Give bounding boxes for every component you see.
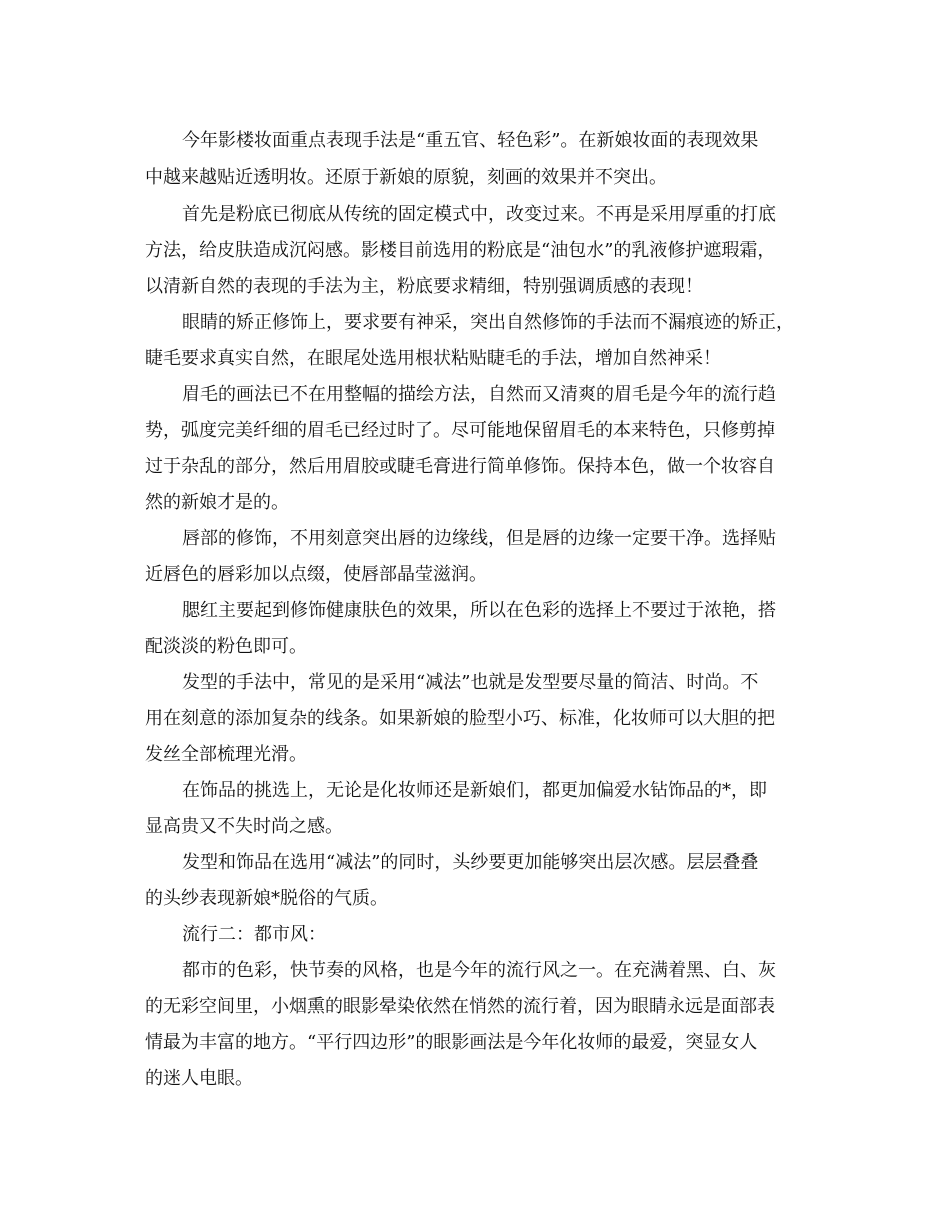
paragraph-line: 然的新娘才是的。 (145, 492, 289, 513)
paragraph-line: 势，弧度完美纤细的眉毛已经过时了。尽可能地保留眉毛的本来特色，只修剪掉 (145, 420, 775, 441)
paragraph-line: 的无彩空间里，小烟熏的眼影晕染依然在悄然的流行着，因为眼睛永远是面部表 (145, 996, 775, 1017)
paragraph-line: 发型的手法中，常见的是采用“减法”也就是发型要尽量的简洁、时尚。不 (182, 672, 759, 693)
paragraph-line: 显高贵又不失时尚之感。 (145, 816, 343, 837)
paragraph-line: 眉毛的画法已不在用整幅的描绘方法，自然而又清爽的眉毛是今年的流行趋 (182, 384, 776, 405)
paragraph-line: 的迷人电眼。 (145, 1068, 253, 1089)
section-heading: 流行二：都市风： (182, 924, 326, 945)
paragraph-line: 睫毛要求真实自然，在眼尾处选用根状粘贴睫毛的手法，增加自然神采！ (145, 348, 721, 369)
paragraph-line: 眼睛的矫正修饰上，要求要有神采，突出自然修饰的手法而不漏痕迹的矫正， (182, 312, 794, 333)
paragraph-line: 用在刻意的添加复杂的线条。如果新娘的脸型小巧、标准，化妆师可以大胆的把 (145, 708, 775, 729)
paragraph-line: 发丝全部梳理光滑。 (145, 744, 307, 765)
paragraph-line: 今年影楼妆面重点表现手法是“重五官、轻色彩”。在新娘妆面的表现效果 (182, 130, 759, 151)
paragraph-line: 都市的色彩，快节奏的风格，也是今年的流行风之一。在充满着黑、白、灰 (182, 960, 776, 981)
paragraph-line: 在饰品的挑选上，无论是化妆师还是新娘们，都更加偏爱水钻饰品的*，即 (182, 780, 767, 801)
paragraph-line: 腮红主要起到修饰健康肤色的效果，所以在色彩的选择上不要过于浓艳，搭 (182, 600, 776, 621)
paragraph-line: 唇部的修饰，不用刻意突出唇的边缘线，但是唇的边缘一定要干净。选择贴 (182, 528, 776, 549)
paragraph-line: 中越来越贴近透明妆。还原于新娘的原貌，刻画的效果并不突出。 (145, 167, 667, 188)
paragraph-line: 方法，给皮肤造成沉闷感。影楼目前选用的粉底是“油包水”的乳液修护遮瑕霜， (145, 240, 776, 261)
paragraph-line: 近唇色的唇彩加以点缀，使唇部晶莹滋润。 (145, 564, 487, 585)
paragraph-line: 情最为丰富的地方。“平行四边形”的眼影画法是今年化妆师的最爱，突显女人 (145, 1032, 758, 1053)
paragraph-line: 的头纱表现新娘*脱俗的气质。 (145, 888, 388, 909)
paragraph-line: 以清新自然的表现的手法为主，粉底要求精细，特别强调质感的表现！ (145, 276, 703, 297)
paragraph-line: 首先是粉底已彻底从传统的固定模式中，改变过来。不再是采用厚重的打底 (182, 204, 776, 225)
paragraph-line: 配淡淡的粉色即可。 (145, 636, 307, 657)
paragraph-line: 过于杂乱的部分，然后用眉胶或睫毛膏进行简单修饰。保持本色，做一个妆容自 (145, 456, 775, 477)
paragraph-line: 发型和饰品在选用“减法”的同时，头纱要更加能够突出层次感。层层叠叠 (182, 852, 759, 873)
